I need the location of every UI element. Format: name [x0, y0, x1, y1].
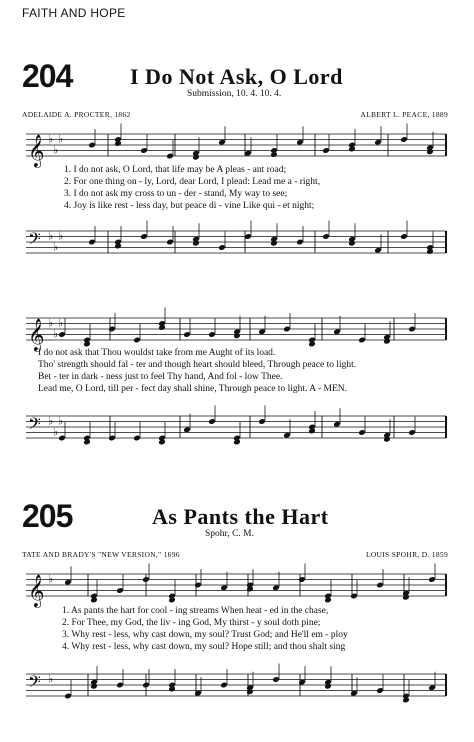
tune-meter: Spohr, C. M. [205, 529, 254, 539]
section-heading: FAITH AND HOPE [22, 6, 126, 20]
lyric-line: 3. I do not ask my cross to un - der - stand, My way to see; [64, 189, 288, 199]
music-credit: LOUIS SPOHR, D. 1859 [365, 550, 448, 559]
words-credit: TATE AND BRADY'S "NEW VERSION," 1696 [22, 550, 180, 559]
bass-staff-205-a [0, 668, 474, 708]
flat-sign: ♭ [53, 143, 59, 157]
hymn-title: As Pants the Hart [152, 504, 329, 529]
lyric-line: 2. For Thee, my God, the liv - ing God, My thirst - y soul doth pine; [62, 618, 321, 628]
treble-clef: 𝄞 [28, 134, 45, 167]
flat-sign: ♭ [48, 414, 54, 428]
lyric-line: Lead me, O Lord, till per - fect day shall shine, Through peace to light. A - MEN. [38, 384, 348, 394]
lyric-line: 4. Joy is like rest - less day, but peace di - vine Like qui - et night; [64, 201, 315, 211]
lyric-line: Tho' strength should fal - ter and though heart should bleed, Through peace to light. [38, 360, 357, 370]
lyric-line: 3. Why rest - less, why cast down, my soul? Trust God; and He'll em - ploy [62, 630, 348, 640]
hymn-number: 204 [22, 58, 73, 94]
flat-sign: ♭ [48, 672, 54, 686]
lyric-line: 4. Why rest - less, why cast down, my soul? Hope still; and thou shalt sing [62, 642, 346, 652]
bass-staff-204-b [0, 410, 474, 450]
lyric-line: 1. I do not ask, O Lord, that life may be A pleas - ant road; [64, 165, 287, 175]
treble-clef: 𝄞 [28, 574, 45, 607]
treble-clef: 𝄞 [28, 318, 45, 351]
treble-staff-205-a [0, 568, 474, 608]
flat-sign: ♭ [53, 425, 59, 439]
hymn-number: 205 [22, 498, 73, 534]
lyric-line: Bet - ter in dark - ness just to feel Thy hand, And fol - low Thee. [38, 372, 283, 382]
words-credit: ADELAIDE A. PROCTER, 1862 [22, 110, 131, 119]
hymn-title: I Do Not Ask, O Lord [130, 64, 343, 89]
flat-sign: ♭ [48, 229, 54, 243]
flat-sign: ♭ [58, 414, 64, 428]
bass-clef: 𝄢 [28, 671, 41, 696]
lyric-line: 1. As pants the hart for cool - ing streams When heat - ed in the chase, [62, 606, 329, 616]
flat-sign: ♭ [58, 316, 64, 330]
flat-sign: ♭ [58, 132, 64, 146]
lyric-line: 2. For one thing on - ly, Lord, dear Lord, I plead: Lead me a - right, [64, 177, 321, 187]
flat-sign: ♭ [53, 327, 59, 341]
flat-sign: ♭ [48, 316, 54, 330]
flat-sign: ♭ [48, 572, 54, 586]
flat-sign: ♭ [48, 132, 54, 146]
bass-clef: 𝄢 [28, 413, 41, 438]
tune-meter: Submission, 10. 4. 10. 4. [187, 89, 282, 99]
treble-staff-204-a [0, 128, 474, 168]
music-credit: ALBERT L. PEACE, 1889 [360, 110, 448, 119]
bass-clef: 𝄢 [28, 228, 41, 253]
flat-sign: ♭ [53, 240, 59, 254]
treble-staff-204-b [0, 312, 474, 352]
flat-sign: ♭ [58, 229, 64, 243]
lyric-line: I do not ask that Thou wouldst take from me Aught of its load. [38, 348, 276, 358]
bass-staff-204-a [0, 225, 474, 265]
